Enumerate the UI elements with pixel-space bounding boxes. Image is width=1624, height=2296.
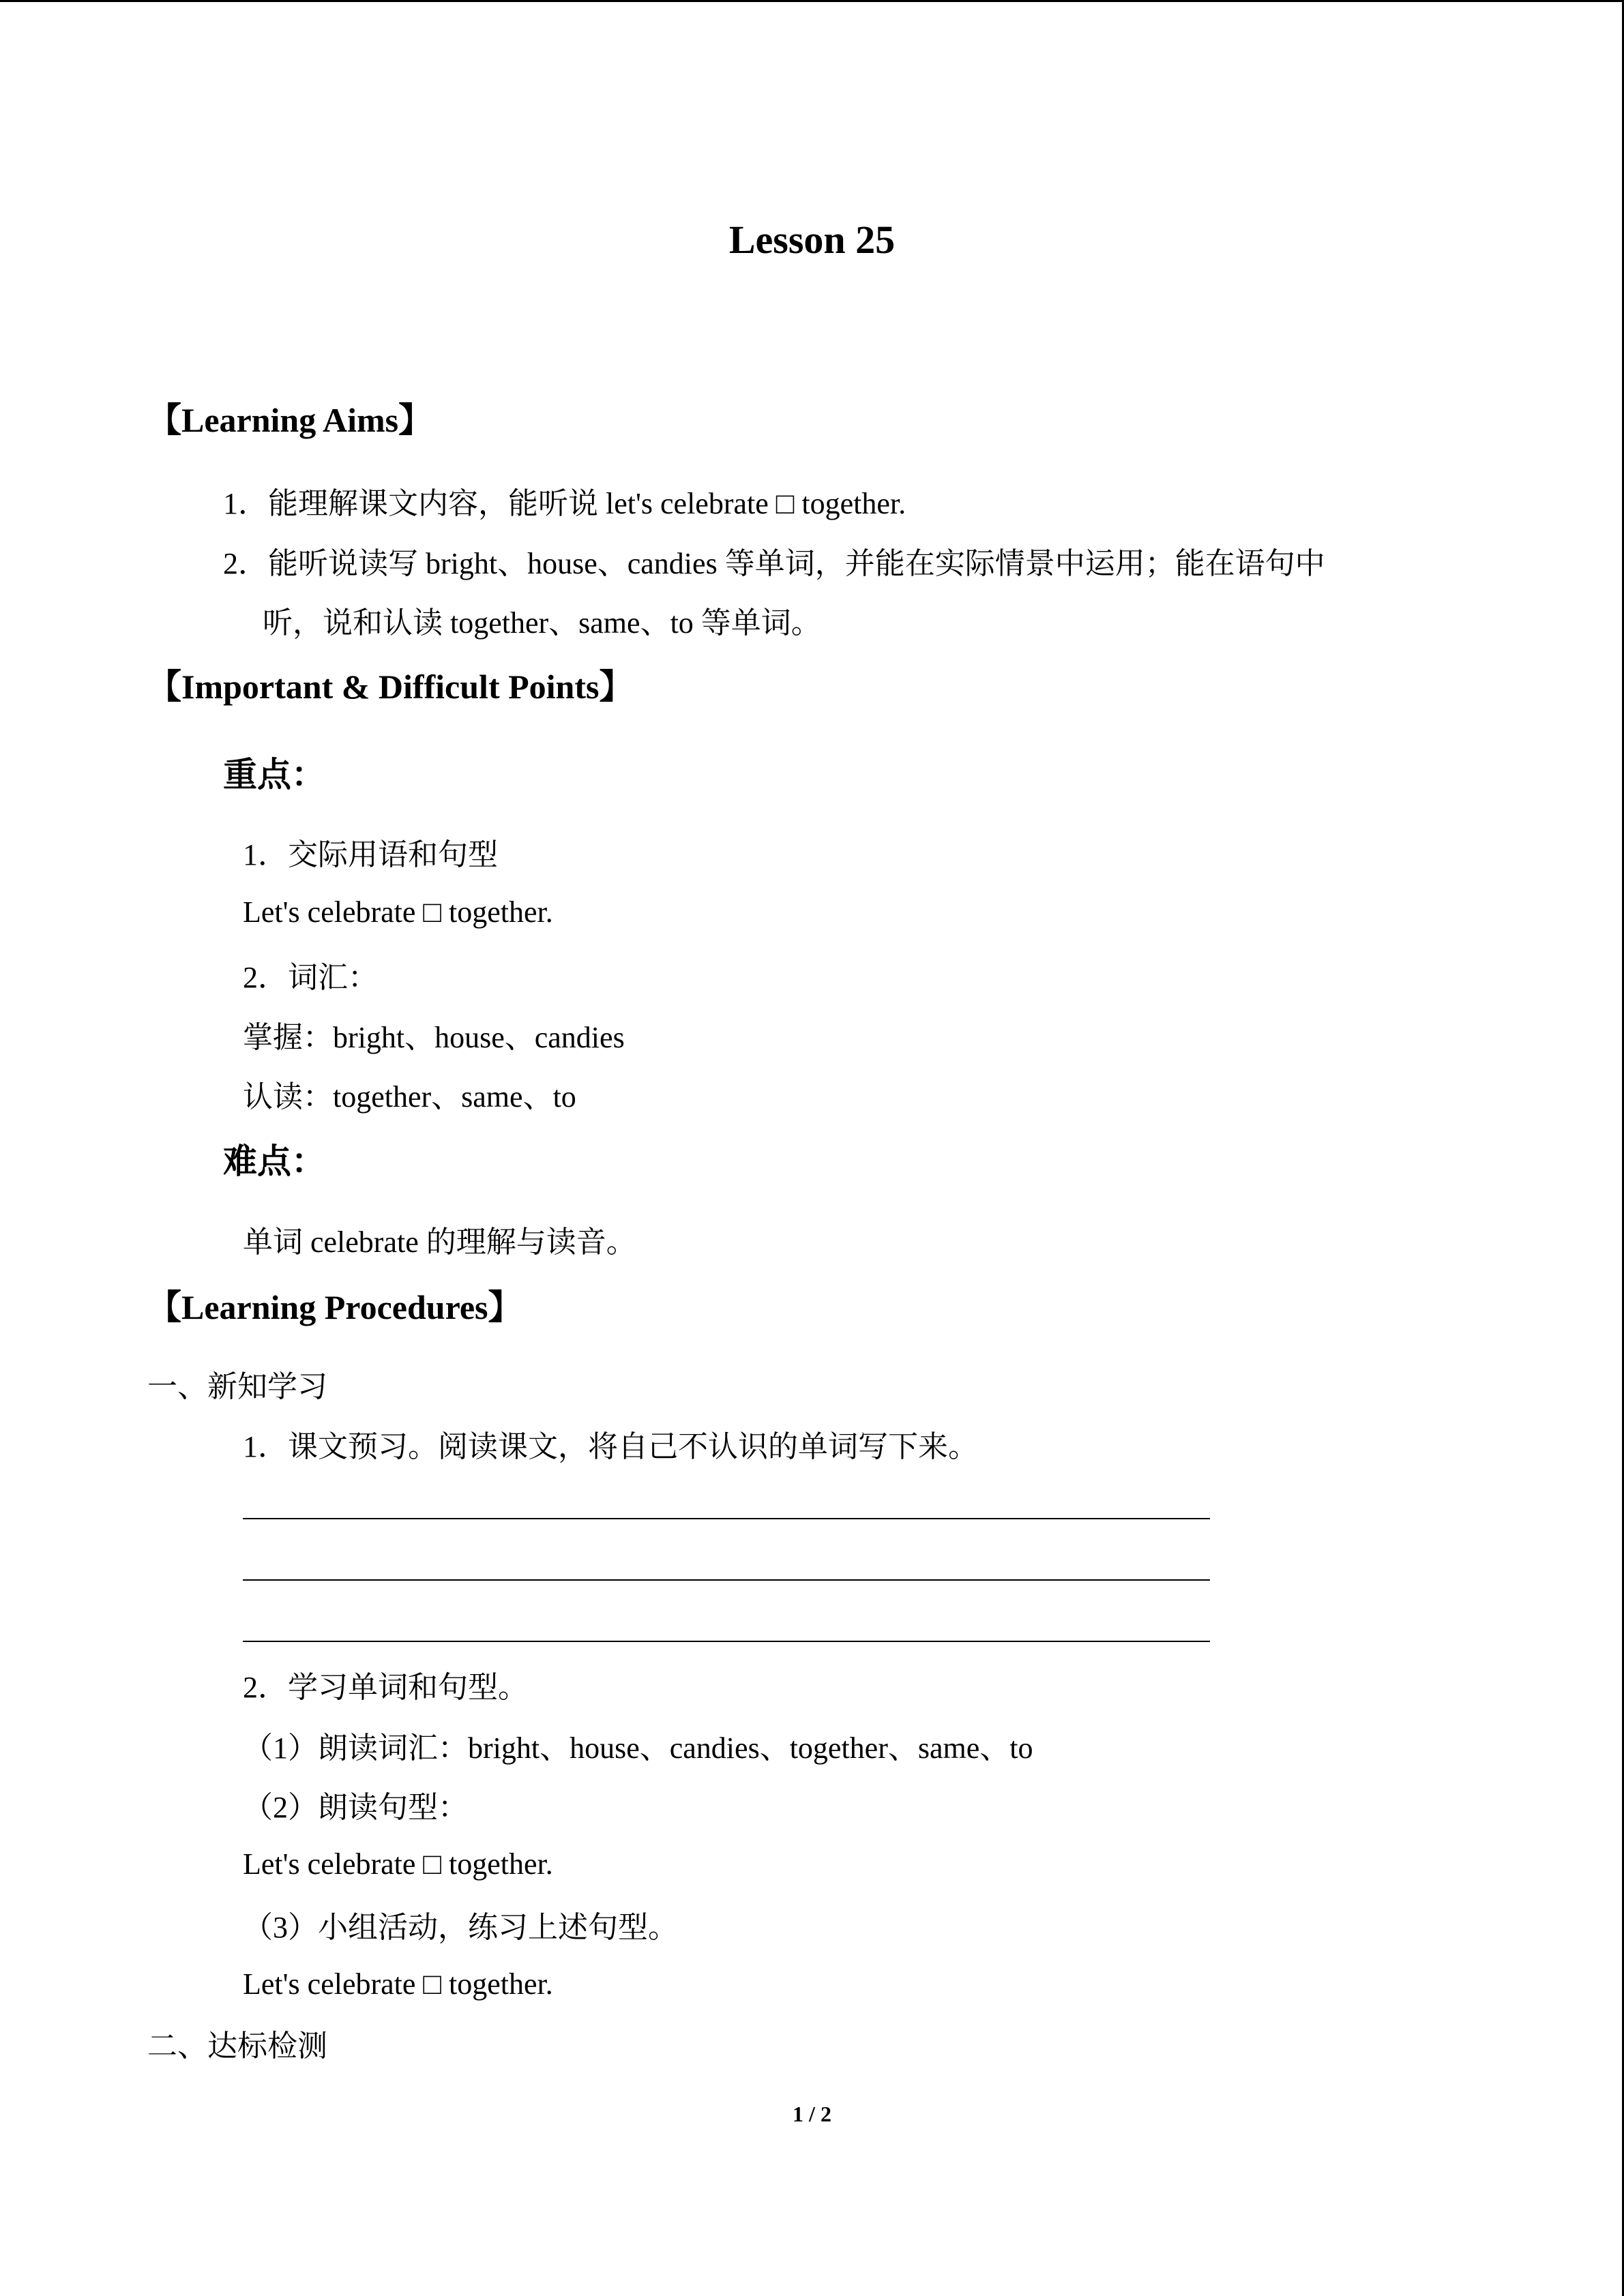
sentence-pattern-a: Let's celebrate □ together. — [243, 1847, 553, 1881]
sentence-pattern-b: Let's celebrate □ together. — [243, 1967, 553, 2001]
key-item-2: 2．词汇： — [243, 961, 378, 994]
aim-item-2-line-1: 2．能听说读写 bright、house、candies 等单词，并能在实际情景中运用；能在语句中 — [223, 547, 1325, 580]
important-difficult-heading: 【Important & Difficult Points】 — [147, 668, 634, 706]
key-sentence: Let's celebrate □ together. — [243, 895, 553, 929]
learning-aims-heading: 【Learning Aims】 — [147, 401, 433, 439]
step-2: 2．学习单词和句型。 — [243, 1671, 528, 1704]
page-title: Lesson 25 — [728, 218, 896, 262]
step-1: 1．课文预习。阅读课文，将自己不认识的单词写下来。 — [243, 1430, 978, 1463]
answer-blank-line[interactable] — [243, 1641, 1210, 1642]
answer-blank-line[interactable] — [243, 1579, 1210, 1581]
difficult-point-text: 单词 celebrate 的理解与读音。 — [243, 1225, 636, 1259]
page-number: 1 / 2 — [793, 2102, 831, 2126]
step-2-2: （2）朗读句型： — [243, 1791, 468, 1824]
part-1-heading: 一、新知学习 — [147, 1370, 327, 1403]
learning-procedures-heading: 【Learning Procedures】 — [147, 1288, 522, 1326]
step-2-1: （1）朗读词汇：bright、house、candies、together、same、to — [243, 1731, 1033, 1765]
step-2-3: （3）小组活动，练习上述句型。 — [243, 1911, 678, 1944]
master-vocabulary: 掌握：bright、house、candies — [243, 1021, 625, 1054]
aim-item-1: 1．能理解课文内容，能听说 let's celebrate □ together. — [223, 487, 906, 520]
top-border — [0, 0, 1624, 2]
answer-blank-line[interactable] — [243, 1518, 1210, 1519]
key-item-1: 1．交际用语和句型 — [243, 838, 498, 871]
key-points-heading: 重点： — [223, 756, 325, 794]
aim-item-2-line-2: 听，说和认读 together、same、to 等单词。 — [263, 606, 821, 640]
recognize-vocabulary: 认读：together、same、to — [243, 1080, 576, 1114]
difficult-points-heading: 难点： — [223, 1142, 325, 1180]
part-2-heading: 二、达标检测 — [147, 2029, 327, 2063]
